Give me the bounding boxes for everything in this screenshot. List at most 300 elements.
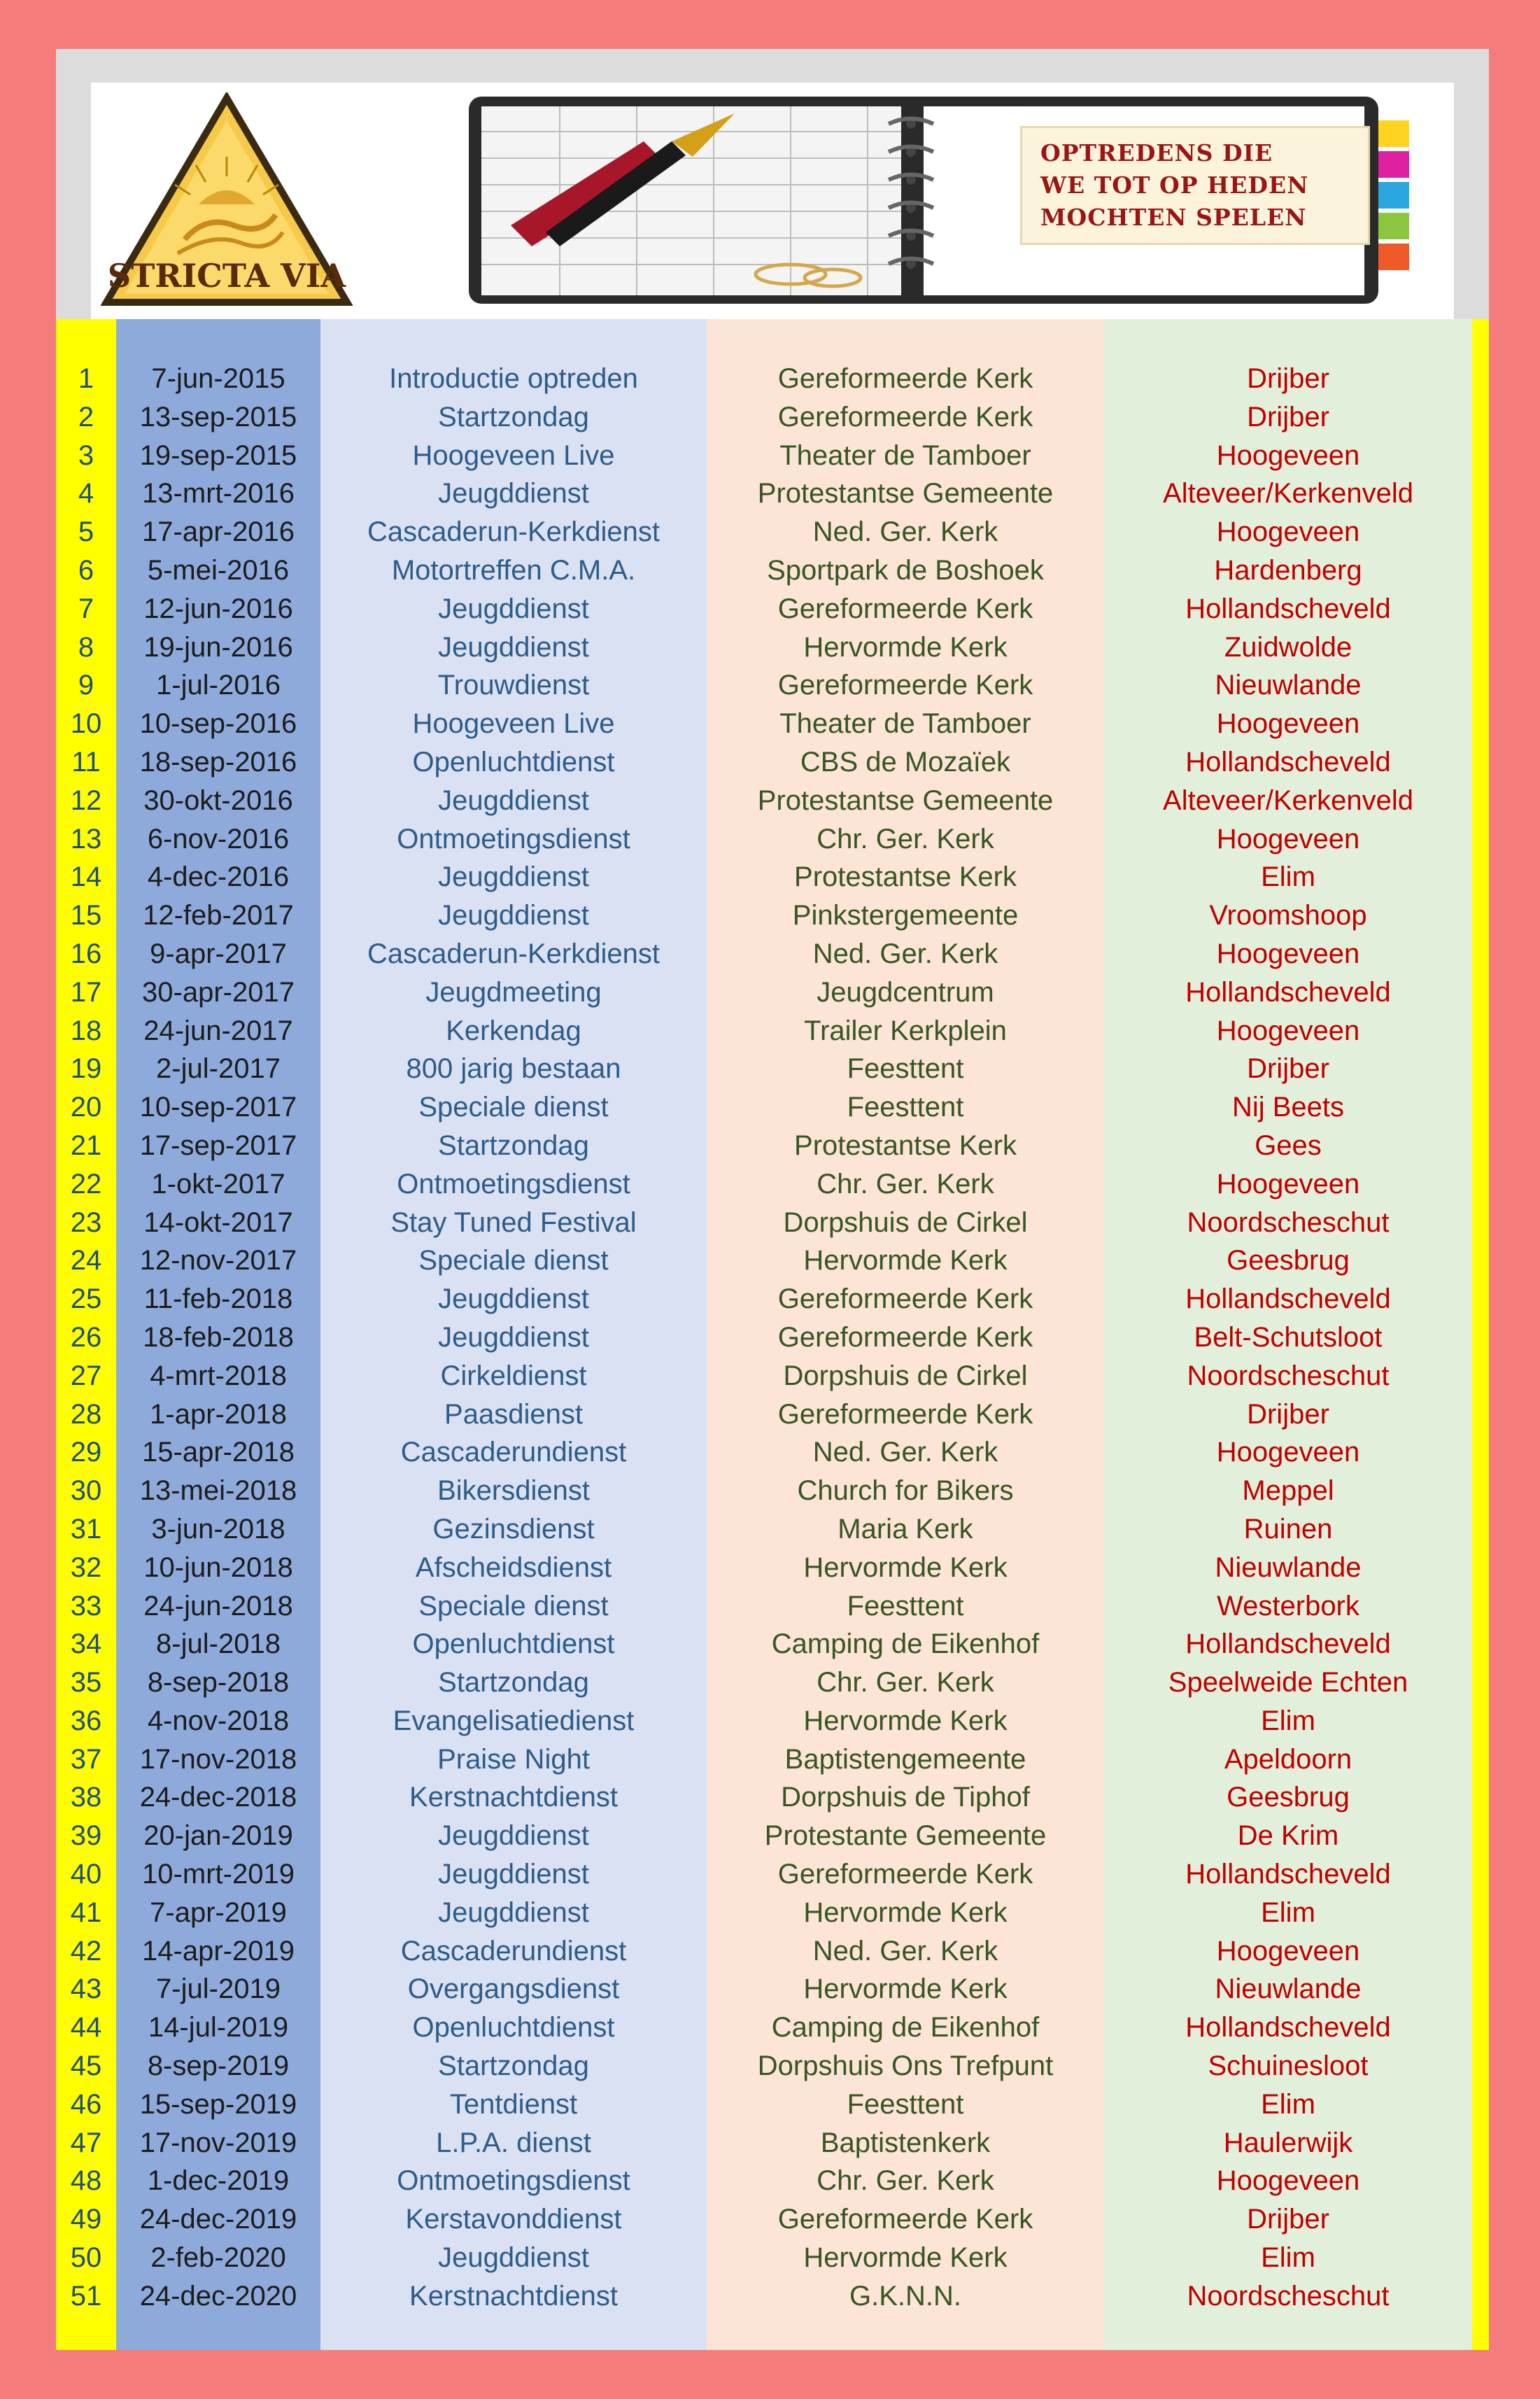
row-number: 42 [70,1935,102,1967]
row-number: 37 [70,1743,102,1775]
table-row [56,1318,1472,1357]
row-event: Afscheidsdienst [415,1552,612,1583]
row-date: 24-dec-2019 [139,2204,297,2235]
row-date: 4-nov-2018 [147,1705,290,1736]
row-date: 24-dec-2020 [139,2280,297,2312]
table-row [56,820,1472,859]
row-event: Jeugddienst [438,593,589,624]
row-venue: Chr. Ger. Kerk [817,823,994,854]
row-city: Drijber [1247,401,1329,432]
row-venue: Feesttent [847,1053,964,1085]
row-number: 48 [70,2165,102,2197]
row-city: Schuinesloot [1208,2050,1369,2082]
row-venue: Feesttent [847,1092,964,1123]
row-city: Hoogeveen [1216,1935,1360,1967]
row-city: Noordscheschut [1187,1360,1390,1391]
column-edge [1472,319,1489,2350]
row-venue: Dorpshuis de Cirkel [783,1206,1028,1238]
row-number: 46 [70,2088,102,2120]
row-venue: Jeugdcentrum [817,976,994,1008]
row-venue: Trailer Kerkplein [804,1015,1007,1046]
row-city: Haulerwijk [1223,2127,1353,2158]
banner-line-3: MOCHTEN SPELEN [1040,204,1307,231]
row-number: 41 [70,1897,102,1928]
table-row [56,1357,1472,1395]
row-city: Geesbrug [1227,1245,1350,1276]
row-venue: Hervormde Kerk [803,1897,1008,1928]
row-event: Cirkeldienst [440,1360,587,1391]
row-date: 7-apr-2019 [150,1897,287,1928]
row-venue: CBS de Mozaïek [800,746,1011,778]
row-date: 13-mei-2018 [139,1475,297,1507]
row-city: Drijber [1247,363,1329,394]
row-event: Praise Night [437,1743,590,1775]
row-date: 1-jul-2016 [156,670,281,701]
row-date: 9-apr-2017 [150,938,287,969]
table-row [56,1165,1472,1204]
table-row [56,1280,1472,1318]
row-date: 8-jul-2018 [156,1628,281,1660]
logo-text: STRICTA VIA [107,257,346,295]
row-number: 31 [70,1513,102,1545]
row-date: 8-sep-2019 [147,2050,290,2082]
row-number: 50 [70,2242,102,2274]
row-city: Elim [1261,2242,1315,2274]
row-number: 7 [78,593,94,624]
row-number: 34 [70,1628,102,1660]
row-date: 10-mrt-2019 [142,1859,295,1890]
table-row [56,2008,1472,2047]
row-number: 29 [70,1437,102,1468]
table-row [56,2277,1472,2316]
table-row [56,1702,1472,1740]
table-row [56,398,1472,437]
row-event: Jeugddienst [438,861,589,893]
row-date: 1-dec-2019 [147,2165,290,2197]
table-row [56,1088,1472,1127]
table-row [56,1855,1472,1894]
row-event: Jeugddienst [438,1897,589,1928]
row-venue: Dorpshuis de Cirkel [783,1360,1028,1391]
row-number: 10 [70,708,102,740]
table-row [56,1932,1472,1971]
row-venue: Gereformeerde Kerk [777,2204,1033,2235]
table-row [56,1817,1472,1855]
row-city: Hoogeveen [1216,1168,1360,1200]
row-date: 17-sep-2017 [139,1130,297,1161]
row-number: 23 [70,1206,102,1238]
table-row [56,1050,1472,1088]
row-event: Openluchtdienst [412,2012,615,2043]
row-number: 38 [70,1782,102,1813]
row-event: Openluchtdienst [412,1628,615,1660]
table-row [56,2200,1472,2239]
table-row [56,1012,1472,1050]
banner-line-2: WE TOT OP HEDEN [1040,171,1309,199]
table-row [56,1970,1472,2008]
row-date: 13-sep-2015 [139,401,297,432]
row-number: 26 [70,1321,102,1353]
row-date: 14-okt-2017 [143,1206,293,1238]
row-city: Elim [1261,1705,1315,1736]
row-number: 9 [78,670,94,701]
row-city: Nieuwlande [1215,1974,1362,2005]
row-city: Nieuwlande [1215,1552,1362,1583]
row-venue: G.K.N.N. [849,2280,962,2312]
table-row [56,1625,1472,1663]
row-date: 10-jun-2018 [143,1552,293,1583]
row-venue: Protestantse Kerk [794,861,1017,893]
table-row [56,1549,1472,1587]
row-number: 39 [70,1820,102,1852]
row-event: Jeugddienst [438,1283,589,1315]
row-city: Alteveer/Kerkenveld [1163,785,1413,816]
table-row [56,782,1472,820]
row-city: Ruinen [1243,1513,1333,1545]
row-city: Hollandscheveld [1185,976,1391,1008]
row-venue: Ned. Ger. Kerk [812,938,998,969]
table-row [56,437,1472,475]
row-venue: Baptistenkerk [820,2127,991,2158]
row-venue: Chr. Ger. Kerk [817,2165,994,2197]
row-date: 2-jul-2017 [156,1053,281,1085]
row-city: Noordscheschut [1187,1206,1390,1238]
row-city: Hoogeveen [1216,439,1360,471]
row-date: 7-jun-2015 [151,363,285,394]
row-city: Hoogeveen [1216,938,1360,969]
row-venue: Hervormde Kerk [803,1974,1008,2005]
row-city: Hoogeveen [1216,823,1360,854]
row-number: 36 [70,1705,102,1736]
row-event: Kerkendag [446,1015,581,1046]
row-city: Hoogeveen [1216,516,1360,548]
row-date: 17-nov-2018 [139,1743,297,1775]
row-venue: Camping de Eikenhof [771,1628,1040,1660]
row-event: Startzondag [438,2050,589,2082]
row-city: De Krim [1237,1820,1339,1852]
row-event: Speciale dienst [418,1092,609,1123]
row-number: 35 [70,1667,102,1698]
table-row [56,2047,1472,2085]
row-date: 6-nov-2016 [147,823,290,854]
row-city: Alteveer/Kerkenveld [1163,478,1413,509]
row-number: 6 [78,554,94,586]
row-venue: Protestante Gemeente [764,1820,1047,1852]
row-city: Apeldoorn [1224,1743,1352,1775]
row-date: 17-apr-2016 [142,516,295,548]
table-row [56,1127,1472,1165]
row-venue: Gereformeerde Kerk [777,1321,1033,1353]
row-city: Drijber [1247,1398,1329,1430]
row-venue: Hervormde Kerk [803,1705,1008,1736]
table-row [56,474,1472,513]
stricta-via-logo-icon [101,92,353,315]
row-number: 20 [70,1092,102,1123]
row-venue: Maria Kerk [838,1513,973,1545]
row-date: 15-sep-2019 [139,2088,297,2120]
row-date: 19-jun-2016 [143,631,293,663]
row-venue: Hervormde Kerk [803,631,1008,663]
row-event: Openluchtdienst [412,746,615,778]
row-date: 2-feb-2020 [150,2242,286,2274]
row-number: 5 [78,516,94,548]
row-event: 800 jarig bestaan [406,1053,621,1085]
row-venue: Sportpark de Boshoek [767,554,1044,586]
row-number: 3 [78,439,94,471]
row-venue: Church for Bikers [797,1475,1014,1507]
row-city: Hoogeveen [1216,2165,1360,2197]
row-number: 4 [78,478,94,509]
row-venue: Theater de Tamboer [779,439,1031,471]
row-date: 14-jul-2019 [148,2012,289,2043]
row-event: Speciale dienst [418,1590,609,1621]
row-event: Jeugddienst [438,631,589,663]
row-venue: Feesttent [847,1590,964,1621]
row-number: 40 [70,1859,102,1890]
row-date: 30-apr-2017 [142,976,295,1008]
table-row [56,551,1472,590]
row-venue: Protestantse Gemeente [757,785,1054,816]
row-city: Hoogeveen [1216,1015,1360,1046]
row-venue: Ned. Ger. Kerk [812,1437,998,1468]
table-row [56,705,1472,743]
row-date: 18-feb-2018 [143,1321,294,1353]
row-event: Evangelisatiedienst [393,1705,635,1736]
row-event: Jeugddienst [438,785,589,816]
row-venue: Gereformeerde Kerk [777,1859,1033,1890]
table-row [56,1241,1472,1280]
row-venue: Gereformeerde Kerk [777,1283,1033,1315]
table-row [56,1204,1472,1242]
table-row [56,896,1472,935]
table-row [56,2124,1472,2162]
table-row [56,2085,1472,2124]
row-event: Jeugddienst [438,1859,589,1890]
table-row [56,1740,1472,1779]
row-city: Hoogeveen [1216,708,1360,740]
row-number: 13 [70,823,102,854]
row-venue: Chr. Ger. Kerk [817,1667,994,1698]
row-event: L.P.A. dienst [436,2127,591,2158]
row-date: 13-mrt-2016 [142,478,295,509]
table-row [56,858,1472,896]
row-event: Startzondag [438,1130,589,1161]
table-row [56,1587,1472,1626]
row-date: 12-feb-2017 [143,900,294,931]
row-venue: Pinkstergemeente [792,900,1019,931]
row-venue: Chr. Ger. Kerk [817,1168,994,1200]
row-venue: Hervormde Kerk [803,1245,1008,1276]
row-event: Cascaderundienst [400,1437,627,1468]
row-date: 14-apr-2019 [142,1935,295,1967]
row-event: Jeugddienst [438,1820,589,1852]
row-date: 11-feb-2018 [143,1283,293,1315]
table-row [56,628,1472,667]
row-number: 18 [70,1015,102,1046]
row-city: Westerbork [1217,1590,1359,1621]
row-city: Gees [1255,1130,1322,1161]
row-city: Elim [1261,2088,1315,2120]
row-venue: Gereformeerde Kerk [777,401,1033,432]
row-city: Hardenberg [1214,554,1362,586]
table-row [56,935,1472,973]
row-date: 10-sep-2016 [139,708,297,740]
row-city: Hollandscheveld [1185,1628,1391,1660]
row-event: Introductie optreden [389,363,638,394]
table-row [56,666,1472,705]
table-row [56,1778,1472,1817]
row-date: 30-okt-2016 [143,785,293,816]
row-event: Gezinsdienst [432,1513,595,1545]
row-number: 47 [70,2127,102,2158]
row-event: Jeugddienst [438,1321,589,1353]
row-venue: Theater de Tamboer [779,708,1031,740]
row-venue: Protestantse Kerk [794,1130,1017,1161]
banner-title [1020,126,1370,245]
row-date: 17-nov-2019 [139,2127,297,2158]
row-date: 5-mei-2016 [147,554,290,586]
table-row [56,1395,1472,1434]
row-event: Tentdienst [449,2088,578,2120]
row-city: Geesbrug [1227,1782,1350,1813]
row-venue: Hervormde Kerk [803,1552,1008,1583]
row-venue: Protestantse Gemeente [757,478,1054,509]
row-date: 24-dec-2018 [139,1782,297,1813]
table-row [56,1433,1472,1472]
row-city: Nij Beets [1231,1092,1345,1123]
row-event: Cascaderun-Kerkdienst [367,938,660,969]
row-venue: Gereformeerde Kerk [777,670,1033,701]
row-date: 4-mrt-2018 [150,1360,287,1391]
row-number: 2 [78,401,94,432]
row-city: Vroomshoop [1209,900,1367,931]
header-banner [91,83,1454,322]
row-number: 24 [70,1245,102,1276]
table-row [56,1663,1472,1702]
row-number: 22 [70,1168,102,1200]
table-row [56,2239,1472,2277]
row-number: 21 [70,1130,102,1161]
row-date: 24-jun-2017 [143,1015,293,1046]
row-date: 15-apr-2018 [142,1437,295,1468]
row-venue: Baptistengemeente [784,1743,1026,1775]
row-number: 30 [70,1475,102,1507]
row-event: Trouwdienst [437,670,590,701]
row-event: Jeugddienst [438,2242,589,2274]
row-number: 28 [70,1398,102,1430]
row-event: Ontmoetingsdienst [397,823,630,854]
row-date: 19-sep-2015 [139,439,297,471]
row-event: Startzondag [438,1667,589,1698]
row-venue: Dorpshuis de Tiphof [781,1782,1030,1813]
table-row [56,2162,1472,2200]
row-event: Jeugddienst [438,478,589,509]
row-number: 33 [70,1590,102,1621]
row-city: Speelweide Echten [1168,1667,1408,1698]
banner-line-1: OPTREDENS DIE [1040,139,1273,167]
row-date: 1-apr-2018 [150,1398,287,1430]
page-frame [56,49,1489,2350]
row-city: Hoogeveen [1216,1437,1360,1468]
row-city: Hollandscheveld [1185,593,1391,624]
table-rows [56,360,1472,2316]
row-event: Cascaderundienst [400,1935,627,1967]
row-event: Bikersdienst [437,1475,590,1507]
row-city: Drijber [1247,1053,1329,1085]
row-event: Stay Tuned Festival [390,1206,637,1238]
row-number: 14 [70,861,102,893]
row-event: Startzondag [438,401,589,432]
row-event: Ontmoetingsdienst [397,1168,630,1200]
row-event: Motortreffen C.M.A. [391,554,636,586]
table-row [56,590,1472,628]
row-event: Speciale dienst [418,1245,609,1276]
row-number: 51 [70,2280,102,2312]
row-date: 18-sep-2016 [139,746,297,778]
row-venue: Feesttent [847,2088,964,2120]
row-event: Jeugdmeeting [425,976,602,1008]
row-number: 16 [70,938,102,969]
row-venue: Gereformeerde Kerk [777,363,1033,394]
table-row [56,360,1472,398]
row-number: 17 [70,976,102,1008]
row-venue: Camping de Eikenhof [771,2012,1040,2043]
row-event: Kerstnachtdienst [409,2280,618,2312]
row-date: 4-dec-2016 [147,861,290,893]
row-city: Belt-Schutsloot [1194,1321,1383,1353]
row-city: Zuidwolde [1224,631,1352,663]
table-row [56,1894,1472,1932]
table-row [56,1472,1472,1510]
table-row [56,513,1472,551]
performances-table [56,319,1489,2350]
row-number: 43 [70,1974,102,2005]
row-city: Nieuwlande [1215,670,1362,701]
row-city: Elim [1261,1897,1315,1928]
row-number: 44 [70,2012,102,2043]
row-city: Hollandscheveld [1185,746,1391,778]
row-date: 1-okt-2017 [151,1168,285,1200]
table-row [56,743,1472,782]
row-date: 7-jul-2019 [156,1974,281,2005]
row-city: Hollandscheveld [1185,1283,1391,1315]
row-city: Elim [1261,861,1315,893]
row-venue: Ned. Ger. Kerk [812,516,998,548]
row-number: 49 [70,2204,102,2235]
row-number: 45 [70,2050,102,2082]
row-event: Jeugddienst [438,900,589,931]
row-city: Noordscheschut [1187,2280,1390,2312]
row-number: 1 [78,363,94,394]
row-venue: Dorpshuis Ons Trefpunt [757,2050,1054,2082]
row-date: 10-sep-2017 [139,1092,297,1123]
table-row [56,1510,1472,1549]
row-number: 11 [71,746,101,778]
row-event: Cascaderun-Kerkdienst [367,516,660,548]
row-number: 27 [70,1360,102,1391]
row-city: Hollandscheveld [1185,1859,1391,1890]
row-date: 3-jun-2018 [151,1513,285,1545]
row-event: Paasdienst [444,1398,583,1430]
row-event: Ontmoetingsdienst [397,2165,630,2197]
row-number: 15 [70,900,102,931]
row-event: Hoogeveen Live [412,708,615,740]
row-event: Overgangsdienst [407,1974,620,2005]
row-event: Kerstavonddienst [405,2204,622,2235]
row-city: Meppel [1242,1475,1334,1507]
row-city: Drijber [1247,2204,1329,2235]
row-venue: Hervormde Kerk [803,2242,1008,2274]
